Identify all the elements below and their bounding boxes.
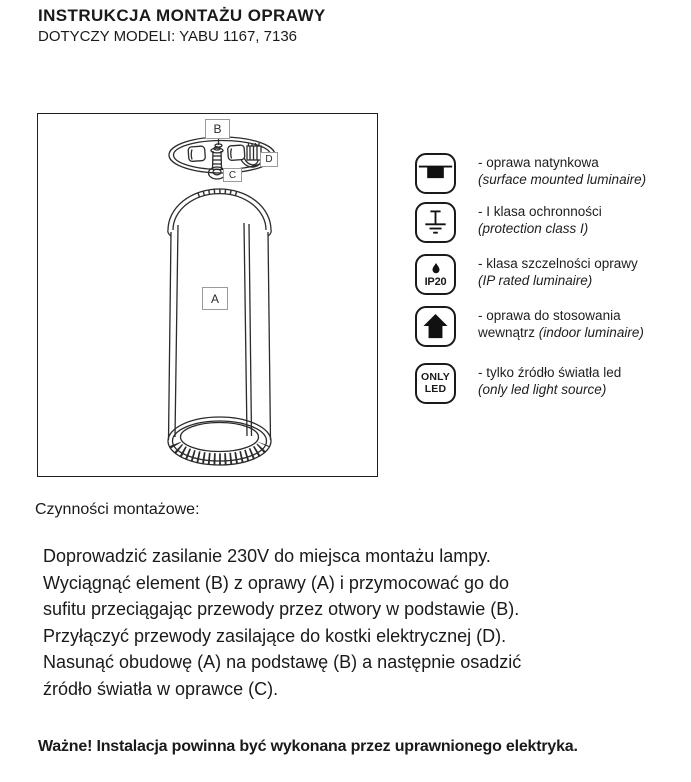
legend-row-ip-rating: [415, 254, 638, 295]
section-heading: Czynności montażowe:: [35, 501, 200, 518]
ip20-text: IP20: [424, 275, 447, 288]
ip20-icon: [415, 254, 456, 295]
page-title: INSTRUKCJA MONTAŻU OPRAWY: [38, 6, 326, 25]
legend-row-protection-class: [415, 202, 602, 243]
only-led-icon: ONLY LED: [415, 363, 456, 404]
instruction-line: Nasunąć obudowę (A) na podstawę (B) a następnie osadzić: [43, 652, 522, 672]
part-label-d: D: [260, 152, 278, 167]
legend-row-surface-mounted: [415, 153, 646, 194]
instruction-line: źródło światła w oprawce (C).: [43, 678, 279, 699]
model-subtitle: DOTYCZY MODELI: YABU 1167, 7136: [38, 28, 297, 45]
lamp-body: [168, 189, 271, 465]
part-label-b: B: [205, 119, 230, 139]
legend-text: - oprawa do stosowania wewnątrz (indoor luminaire): [478, 308, 644, 340]
legend-text: - klasa szczelności oprawy (IP rated luminaire): [478, 256, 638, 288]
legend-row-only-led: [415, 363, 621, 404]
protection-class-1-icon: [415, 202, 456, 243]
instructions-paragraph: [43, 543, 521, 702]
legend-text: - tylko źródło światła led (only led light source): [478, 365, 622, 397]
legend-text: - I klasa ochronności (protection class I): [478, 204, 602, 236]
instruction-line: Wyciągnąć element (B) z oprawy (A) i przymocować go do: [43, 572, 510, 593]
legend-text: - oprawa natynkowa (surface mounted luminaire): [478, 155, 647, 187]
instruction-line: Doprowadzić zasilanie 230V do miejsca montażu lampy.: [43, 546, 491, 566]
instruction-line: sufitu przeciągając przewody przez otwory w podstawie (B).: [43, 599, 520, 619]
part-label-c: C: [223, 168, 242, 182]
warning-text: Ważne! Instalacja powinna być wykonana przez uprawnionego elektryka.: [38, 738, 578, 755]
surface-mounted-icon: [415, 153, 456, 194]
indoor-use-icon: [415, 306, 456, 347]
instruction-line: Przyłączyć przewody zasilające do kostki elektrycznej (D).: [43, 625, 507, 646]
part-label-a: A: [202, 287, 228, 310]
legend-row-indoor-use: [415, 306, 644, 347]
